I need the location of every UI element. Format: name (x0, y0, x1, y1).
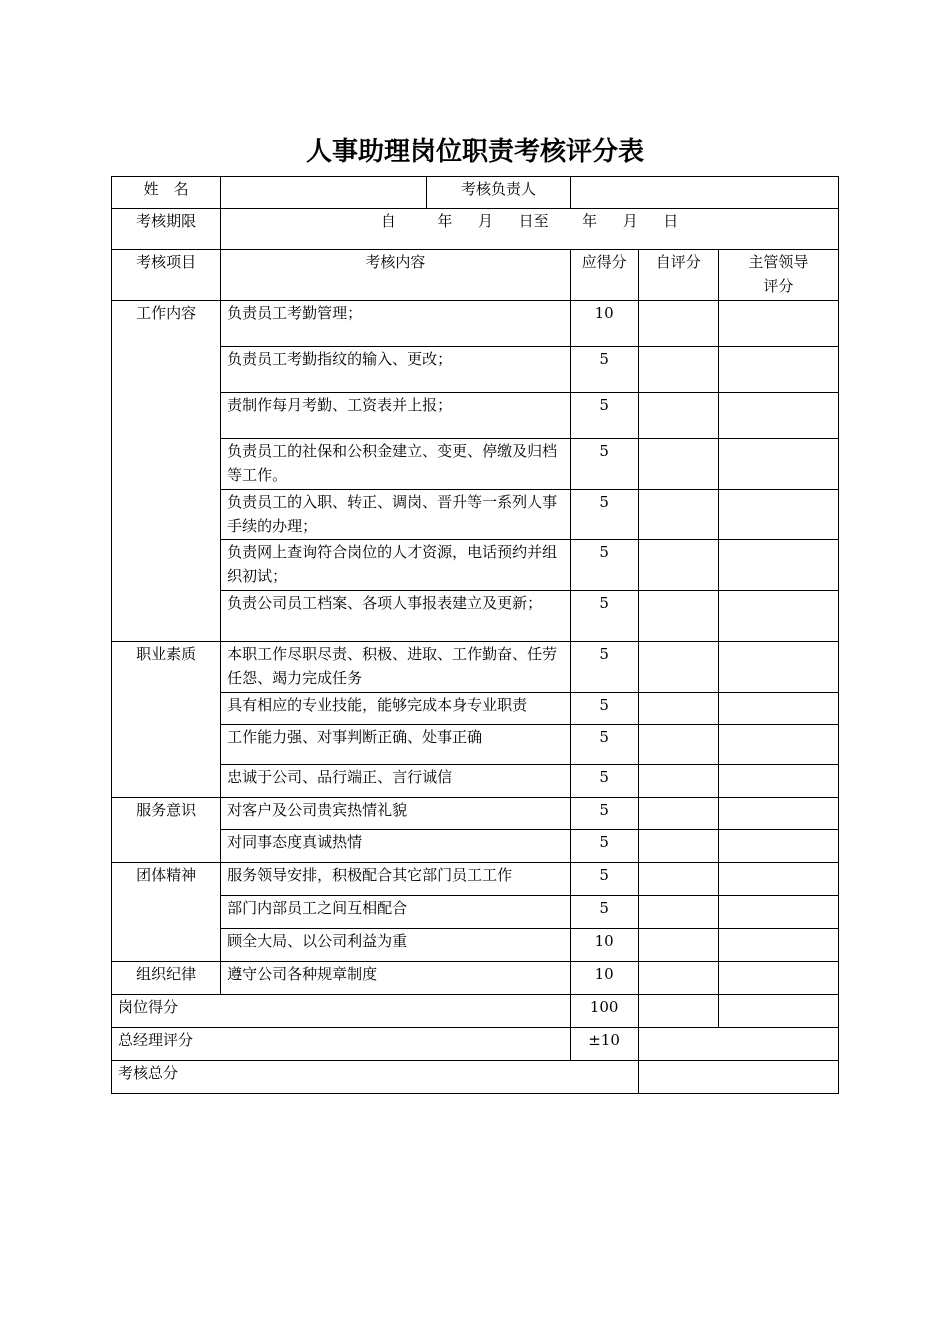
content-cell: 负责员工考勤管理； (221, 301, 570, 347)
leader-score-field[interactable] (718, 490, 838, 540)
self-score-field[interactable] (638, 830, 718, 863)
table-row (112, 490, 839, 540)
leader-score-field[interactable] (718, 693, 838, 725)
score-cell: 10 (570, 962, 638, 995)
reviewer-field[interactable] (570, 177, 838, 209)
score-cell: 5 (570, 393, 638, 439)
content-cell: 负责员工考勤指纹的输入、更改； (221, 347, 570, 393)
col-content-header: 考核内容 (221, 250, 570, 301)
period-day: 日 (663, 212, 679, 230)
self-score-field[interactable] (638, 347, 718, 393)
table-row (112, 830, 839, 863)
category-cell: 团体精神 (112, 863, 221, 962)
self-score-field[interactable] (638, 798, 718, 830)
category-cell: 服务意识 (112, 798, 221, 863)
period-row (112, 209, 839, 250)
content-cell: 负责网上查询符合岗位的人才资源，电话预约并组织初试； (221, 540, 570, 591)
content-cell: 忠诚于公司、品行端正、言行诚信 (221, 765, 570, 798)
period-from: 自 (380, 212, 396, 230)
table-row (112, 896, 839, 929)
content-cell: 遵守公司各种规章制度 (221, 962, 570, 995)
period-field[interactable] (221, 209, 839, 250)
score-cell: 5 (570, 765, 638, 798)
table-row (112, 693, 839, 725)
period-month-2: 月 (622, 212, 638, 230)
period-year-2: 年 (582, 212, 598, 230)
score-cell: 10 (570, 929, 638, 962)
period-month-1: 月 (477, 212, 493, 230)
content-cell: 负责员工的社保和公积金建立、变更、停缴及归档等工作。 (221, 439, 570, 490)
self-score-field[interactable] (638, 393, 718, 439)
leader-score-field[interactable] (718, 347, 838, 393)
self-score-field[interactable] (638, 929, 718, 962)
leader-score-field[interactable] (718, 962, 838, 995)
table-row (112, 725, 839, 765)
self-score-field[interactable] (638, 540, 718, 591)
post-self-field[interactable] (638, 995, 718, 1028)
self-score-field[interactable] (638, 693, 718, 725)
leader-score-field[interactable] (718, 301, 838, 347)
table-row (112, 540, 839, 591)
leader-score-field[interactable] (718, 765, 838, 798)
content-cell: 服务领导安排，积极配合其它部门员工工作 (221, 863, 570, 896)
table-row (112, 642, 839, 693)
category-cell: 工作内容 (112, 301, 221, 642)
leader-score-field[interactable] (718, 798, 838, 830)
post-leader-field[interactable] (718, 995, 838, 1028)
gm-score-value: ±10 (570, 1028, 638, 1061)
content-cell: 对同事态度真诚热情 (221, 830, 570, 863)
self-score-field[interactable] (638, 863, 718, 896)
content-cell: 工作能力强、对事判断正确、处事正确 (221, 725, 570, 765)
score-cell: 5 (570, 693, 638, 725)
self-score-field[interactable] (638, 896, 718, 929)
self-score-field[interactable] (638, 591, 718, 642)
score-cell: 5 (570, 591, 638, 642)
self-score-field[interactable] (638, 301, 718, 347)
score-cell: 5 (570, 896, 638, 929)
self-score-field[interactable] (638, 962, 718, 995)
period-label: 考核期限 (112, 209, 221, 250)
self-score-field[interactable] (638, 765, 718, 798)
score-cell: 5 (570, 642, 638, 693)
content-cell: 顾全大局、以公司利益为重 (221, 929, 570, 962)
content-cell: 对客户及公司贵宾热情礼貌 (221, 798, 570, 830)
col-leader-header: 主管领导评分 (718, 250, 838, 301)
table-row (112, 591, 839, 642)
table-row (112, 962, 839, 995)
column-header-row (112, 250, 839, 301)
content-cell: 负责员工的入职、转正、调岗、晋升等一系列人事手续的办理； (221, 490, 570, 540)
total-score-field[interactable] (638, 1061, 838, 1094)
summary-row (112, 1061, 839, 1094)
table-row (112, 393, 839, 439)
score-cell: 5 (570, 347, 638, 393)
summary-row (112, 995, 839, 1028)
page-title: 人事助理岗位职责考核评分表 (305, 137, 644, 167)
total-score-label: 考核总分 (112, 1061, 639, 1094)
leader-score-field[interactable] (718, 540, 838, 591)
col-score-header: 应得分 (570, 250, 638, 301)
self-score-field[interactable] (638, 439, 718, 490)
col-item-header: 考核项目 (112, 250, 221, 301)
self-score-field[interactable] (638, 490, 718, 540)
table-row (112, 439, 839, 490)
table-row (112, 765, 839, 798)
leader-score-field[interactable] (718, 863, 838, 896)
reviewer-label: 考核负责人 (427, 177, 570, 209)
table-row (112, 798, 839, 830)
score-cell: 5 (570, 863, 638, 896)
leader-score-field[interactable] (718, 725, 838, 765)
category-cell: 组织纪律 (112, 962, 221, 995)
content-cell: 本职工作尽职尽责、积极、进取、工作勤奋、任劳任怨、竭力完成任务 (221, 642, 570, 693)
table-row (112, 929, 839, 962)
content-cell: 负责公司员工档案、各项人事报表建立及更新； (221, 591, 570, 642)
period-day-to: 日至 (518, 212, 549, 230)
name-label: 姓 名 (112, 177, 221, 209)
table-row (112, 863, 839, 896)
col-self-header: 自评分 (638, 250, 718, 301)
score-cell: 10 (570, 301, 638, 347)
self-score-field[interactable] (638, 642, 718, 693)
summary-row (112, 1028, 839, 1061)
score-cell: 5 (570, 798, 638, 830)
gm-score-field[interactable] (638, 1028, 838, 1061)
post-score-label: 岗位得分 (112, 995, 571, 1028)
score-cell: 5 (570, 490, 638, 540)
score-cell: 5 (570, 830, 638, 863)
leader-score-field[interactable] (718, 393, 838, 439)
self-score-field[interactable] (638, 725, 718, 765)
leader-score-field[interactable] (718, 439, 838, 490)
category-cell: 职业素质 (112, 642, 221, 798)
content-cell: 部门内部员工之间互相配合 (221, 896, 570, 929)
score-cell: 5 (570, 725, 638, 765)
table-row (112, 347, 839, 393)
content-cell: 责制作每月考勤、工资表并上报； (221, 393, 570, 439)
content-cell: 具有相应的专业技能，能够完成本身专业职责 (221, 693, 570, 725)
score-cell: 5 (570, 540, 638, 591)
leader-score-field[interactable] (718, 830, 838, 863)
leader-score-field[interactable] (718, 929, 838, 962)
leader-score-field[interactable] (718, 642, 838, 693)
period-year-1: 年 (437, 212, 453, 230)
leader-score-field[interactable] (718, 896, 838, 929)
table-row (112, 301, 839, 347)
leader-score-field[interactable] (718, 591, 838, 642)
name-field[interactable] (221, 177, 427, 209)
post-score-value: 100 (570, 995, 638, 1028)
score-cell: 5 (570, 439, 638, 490)
evaluation-table (111, 176, 839, 1094)
name-row (112, 177, 839, 209)
gm-score-label: 总经理评分 (112, 1028, 571, 1061)
